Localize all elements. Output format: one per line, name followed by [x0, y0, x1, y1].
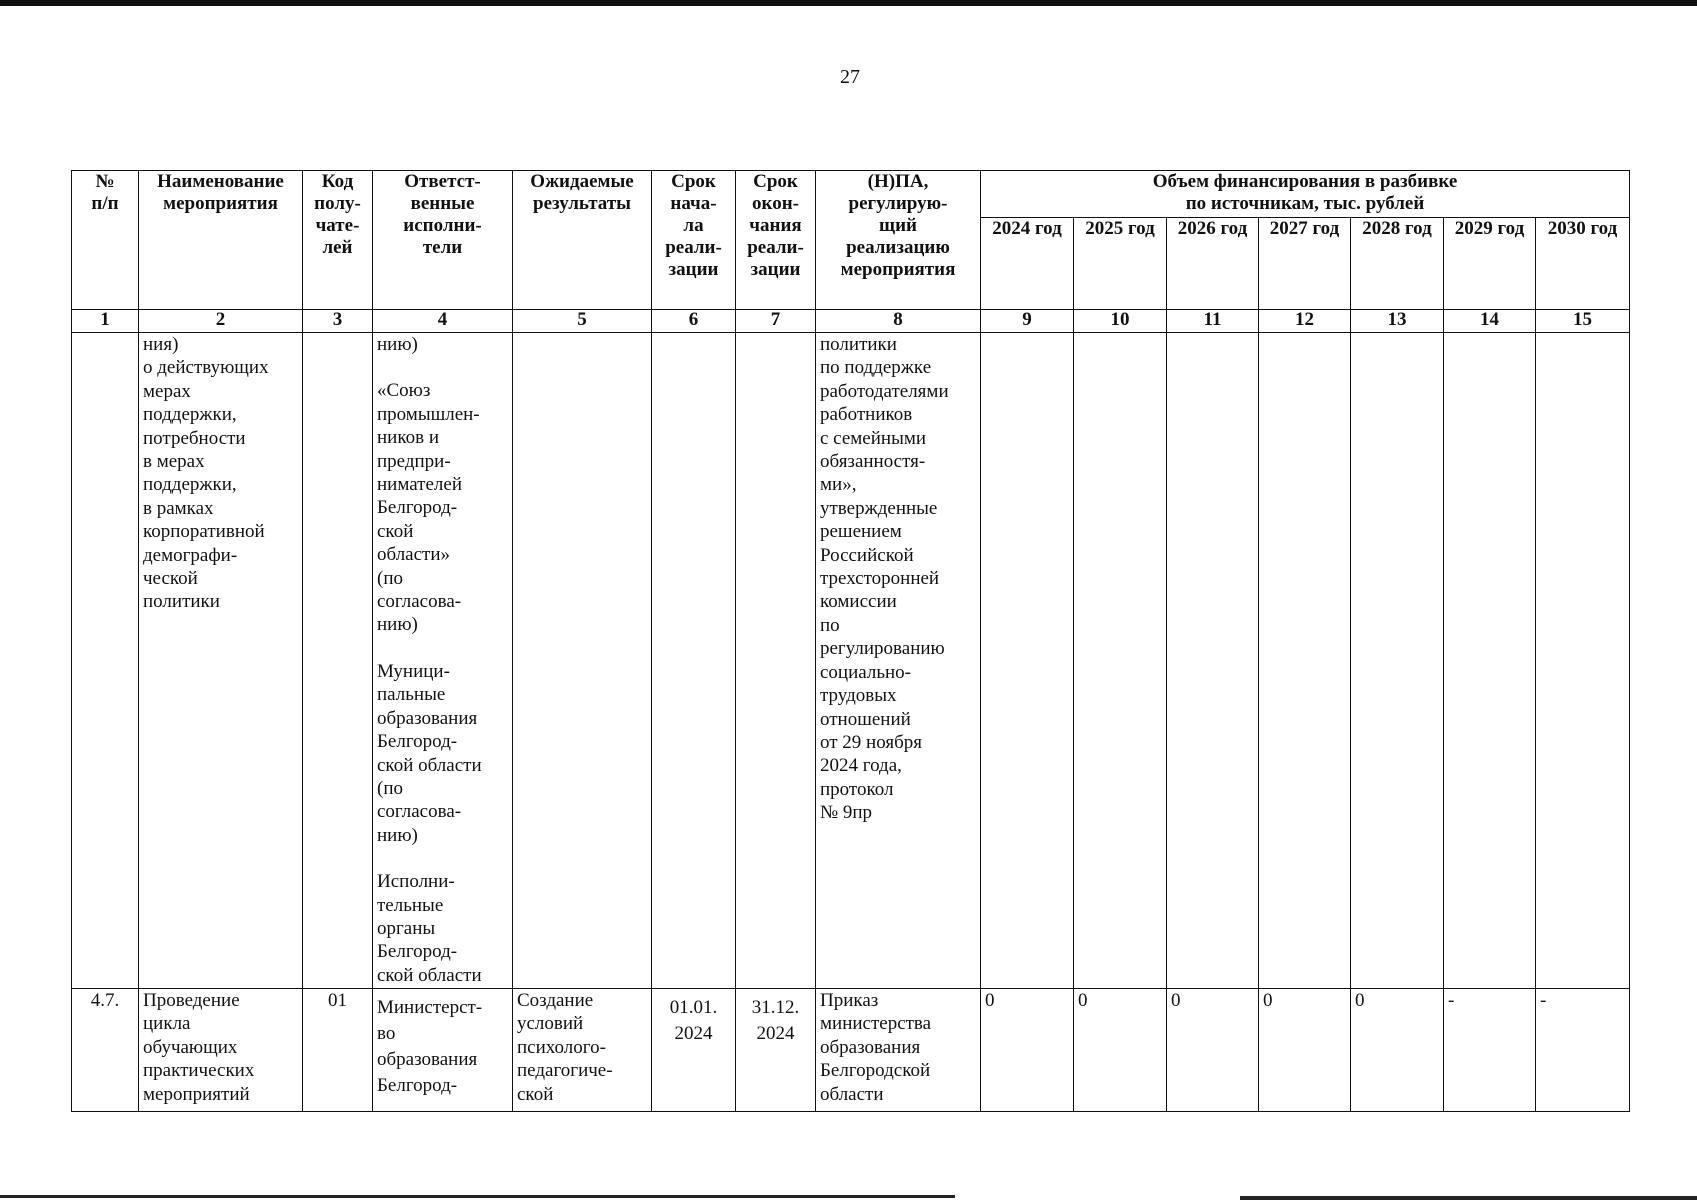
table-row-continued: [72, 333, 1630, 989]
header-end: Срок окон- чания реали- зации: [736, 171, 816, 310]
cell-funding-2025: 0: [1074, 989, 1167, 1112]
cell-funding-2024: 0: [981, 989, 1074, 1112]
cell-start-empty: [652, 333, 736, 989]
scan-edge-top: [0, 0, 1697, 6]
colnum-11: 11: [1167, 310, 1259, 333]
header-num: № п/п: [72, 171, 139, 310]
header-start: Срок нача- ла реали- зации: [652, 171, 736, 310]
colnum-6: 6: [652, 310, 736, 333]
header-year-2029: 2029 год: [1444, 218, 1536, 310]
cell-responsible: Министерст- во образования Белгород-: [373, 989, 513, 1112]
header-year-2024: 2024 год: [981, 218, 1074, 310]
header-year-2025: 2025 год: [1074, 218, 1167, 310]
header-npa: (Н)ПА, регулирую- щий реализацию мероприятия: [816, 171, 981, 310]
colnum-4: 4: [373, 310, 513, 333]
colnum-10: 10: [1074, 310, 1167, 333]
cell-2026-empty: [1167, 333, 1259, 989]
responsible-part-1: нию): [377, 334, 418, 355]
colnum-12: 12: [1259, 310, 1351, 333]
column-number-row: [72, 310, 1630, 333]
cell-name: Проведение цикла обучающих практических мероприятий: [139, 989, 303, 1112]
cell-results-empty: [513, 333, 652, 989]
page-number: 27: [840, 66, 860, 88]
header-year-2027: 2027 год: [1259, 218, 1351, 310]
cell-npa-continued: политики по поддержке работодателями работников с семейными обязанностя- ми», утвержденные решением Российской трехсторонней комиссии по регулированию социально- трудовых отношений от 29 ноября 2024 года, протокол № 9пр: [816, 333, 981, 989]
responsible-part-3: Муници- пальные образования Белгород- ской области (по согласова- нию): [377, 660, 482, 846]
cell-end-empty: [736, 333, 816, 989]
cell-funding-2026: 0: [1167, 989, 1259, 1112]
scan-edge-bottom-left: [0, 1195, 955, 1198]
colnum-15: 15: [1536, 310, 1630, 333]
cell-responsible-continued: [373, 333, 513, 989]
cell-num-empty: [72, 333, 139, 989]
cell-funding-2029: -: [1444, 989, 1536, 1112]
header-funding-group: Объем финансирования в разбивке по источникам, тыс. рублей: [981, 171, 1630, 218]
cell-funding-2030: -: [1536, 989, 1630, 1112]
header-name: Наименование мероприятия: [139, 171, 303, 310]
cell-code-empty: [303, 333, 373, 989]
header-year-2026: 2026 год: [1167, 218, 1259, 310]
cell-funding-2027: 0: [1259, 989, 1351, 1112]
scan-edge-bottom-right: [1240, 1196, 1697, 1200]
colnum-13: 13: [1351, 310, 1444, 333]
header-results: Ожидаемые результаты: [513, 171, 652, 310]
colnum-3: 3: [303, 310, 373, 333]
colnum-2: 2: [139, 310, 303, 333]
cell-npa: Приказ министерства образования Белгородской области: [816, 989, 981, 1112]
header-code: Код полу- чате- лей: [303, 171, 373, 310]
colnum-7: 7: [736, 310, 816, 333]
cell-name-continued: ния) о действующих мерах поддержки, потребности в мерах поддержки, в рамках корпоративной демографи- ческой политики: [139, 333, 303, 989]
table-row-4-7: [72, 989, 1630, 1112]
responsible-part-4: Исполни- тельные органы Белгород- ской области: [377, 871, 482, 986]
cell-end-date: 31.12. 2024: [736, 989, 816, 1112]
responsible-part-2: «Союз промышлен- ников и предпри- нимателей Белгород- ской области» (по согласова- нию): [377, 380, 480, 636]
cell-2028-empty: [1351, 333, 1444, 989]
header-year-2030: 2030 год: [1536, 218, 1630, 310]
cell-2024-empty: [981, 333, 1074, 989]
cell-num: 4.7.: [72, 989, 139, 1112]
cell-2029-empty: [1444, 333, 1536, 989]
header-responsible: Ответст- венные исполни- тели: [373, 171, 513, 310]
cell-2025-empty: [1074, 333, 1167, 989]
colnum-5: 5: [513, 310, 652, 333]
cell-results: Создание условий психолого- педагогиче- ской: [513, 989, 652, 1112]
cell-code: 01: [303, 989, 373, 1112]
colnum-14: 14: [1444, 310, 1536, 333]
colnum-8: 8: [816, 310, 981, 333]
activities-table: [71, 170, 1630, 1112]
cell-2027-empty: [1259, 333, 1351, 989]
cell-start-date: 01.01. 2024: [652, 989, 736, 1112]
colnum-1: 1: [72, 310, 139, 333]
cell-2030-empty: [1536, 333, 1630, 989]
header-row-1: [72, 171, 1630, 218]
header-year-2028: 2028 год: [1351, 218, 1444, 310]
colnum-9: 9: [981, 310, 1074, 333]
cell-funding-2028: 0: [1351, 989, 1444, 1112]
